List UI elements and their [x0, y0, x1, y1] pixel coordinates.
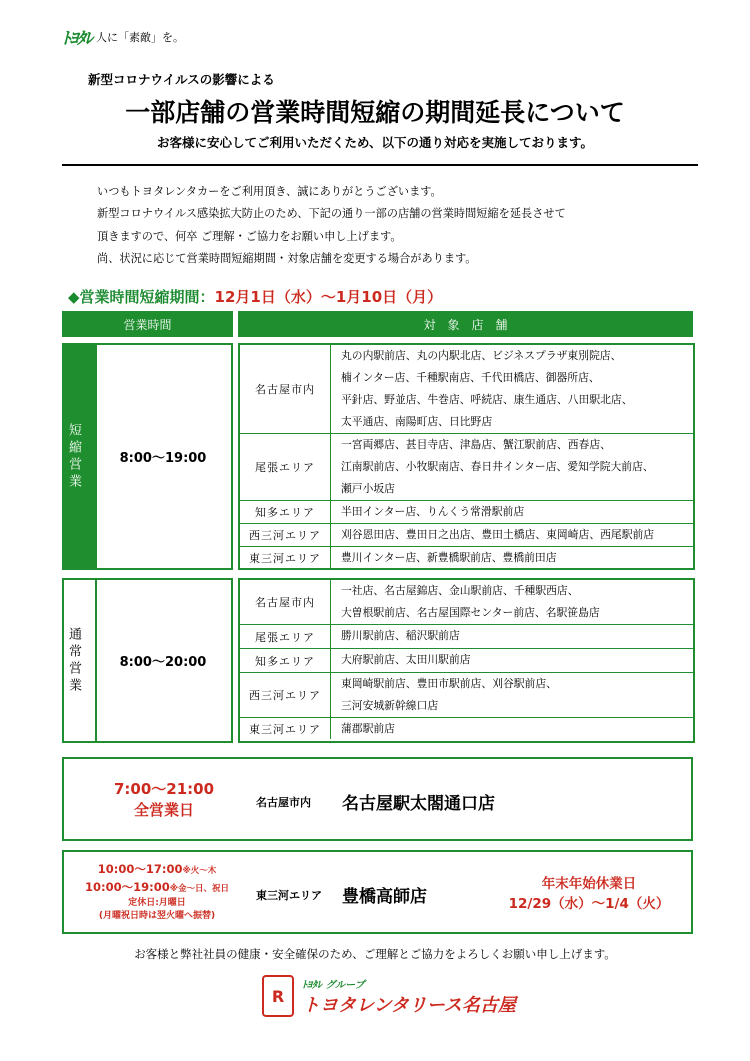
special1-hours-block	[64, 779, 264, 821]
special2-region: 東三河エリア	[256, 889, 322, 902]
normal-hours-cell	[95, 578, 233, 743]
intro-line: 新型コロナウイルス感染拡大防止のため、下記の通り一部の店舗の営業時間短縮を延長させて	[97, 207, 566, 221]
period-label: ◆営業時間短縮期間：	[68, 288, 215, 306]
special2-store: 豊橋高師店	[342, 887, 427, 907]
special2-line2	[64, 879, 250, 897]
store-line: 勝川駅前店、稲沢駅前店	[341, 629, 460, 642]
company-logo	[262, 975, 516, 1017]
store-line: 平針店、野並店、牛巻店、呼続店、康生通店、八田駅北店、	[341, 393, 633, 406]
region-label: 名古屋市内	[240, 345, 331, 433]
normal-table	[238, 578, 695, 743]
store-list	[331, 345, 633, 433]
period-value: 12月1日（水）～1月10日（月）	[214, 288, 443, 306]
shortened-table	[238, 343, 695, 570]
top-logo	[62, 24, 184, 49]
store-list	[331, 718, 395, 739]
normal-label: 通常営業	[66, 626, 81, 695]
store-line: 大曽根駅前店、名古屋国際センター前店、名駅笹島店	[341, 606, 600, 619]
special2-holiday	[494, 874, 684, 914]
special-box-2	[62, 850, 693, 934]
region-label: 東三河エリア	[240, 547, 331, 568]
shortened-label-cell	[62, 343, 97, 570]
store-line: 楠インター店、千種駅南店、千代田橋店、御器所店、	[341, 371, 600, 384]
holiday-value: 12/29（水）～1/4（火）	[508, 896, 670, 912]
store-line: 刈谷恩田店、豊田日之出店、豊田土橋店、東岡崎店、西尾駅前店	[341, 528, 655, 541]
store-list	[331, 580, 600, 624]
special2-line1-note: ※火～木	[182, 866, 217, 876]
brand-tagline: 人に「素敵」を。	[96, 30, 184, 44]
company-name: トヨタレンタリース名古屋	[302, 994, 516, 1016]
special1-hours: 7:00～21:00	[113, 780, 215, 798]
period-heading	[68, 286, 442, 307]
table-row	[240, 625, 693, 649]
table-row	[240, 501, 693, 524]
table-row	[240, 580, 693, 625]
store-line: 太平通店、南陽町店、日比野店	[341, 415, 493, 428]
region-label: 尾張エリア	[240, 434, 331, 500]
intro-text	[97, 181, 566, 270]
store-line: 東岡崎駅前店、豊田市駅前店、刈谷駅前店、	[341, 677, 557, 690]
region-label: 西三河エリア	[240, 524, 331, 546]
region-label: 尾張エリア	[240, 625, 331, 648]
store-list	[331, 649, 471, 672]
store-line: 豊川インター店、新豊橋駅前店、豊橋前田店	[341, 551, 557, 564]
special1-days: 全営業日	[133, 801, 194, 819]
group-label: ﾄﾖﾀﾚ グループ	[302, 979, 365, 991]
region-label: 知多エリア	[240, 649, 331, 672]
special2-hours-block	[64, 861, 250, 923]
special2-line2-time: 10:00～19:00	[85, 880, 170, 894]
lead-text: お客様に安心してご利用いただくため、以下の通り対応を実施しております。	[156, 135, 593, 150]
normal-label-cell	[62, 578, 97, 743]
store-line: 大府駅前店、太田川駅前店	[341, 653, 471, 666]
store-list	[331, 625, 460, 648]
table-row	[240, 434, 693, 501]
store-line: 一宮両郷店、甚目寺店、津島店、蟹江駅前店、西春店、	[341, 438, 611, 451]
store-line: 江南駅前店、小牧駅南店、春日井インター店、愛知学院大前店、	[341, 460, 654, 473]
store-list	[331, 501, 524, 523]
divider	[62, 164, 698, 166]
table-row	[240, 524, 693, 547]
table-row	[240, 345, 693, 434]
region-label: 西三河エリア	[240, 673, 331, 717]
special1-region: 名古屋市内	[256, 796, 311, 809]
intro-line: 尚、状況に応じて営業時間短縮期間・対象店舗を変更する場合があります。	[97, 251, 477, 265]
footer-text: お客様と弊社社員の健康・安全確保のため、ご理解とご協力をよろしくお願い申し上げます。	[134, 947, 616, 961]
special1-store: 名古屋駅太閤通口店	[342, 794, 495, 814]
table-row	[240, 547, 693, 568]
store-list	[331, 673, 557, 717]
store-line: 半田インター店、りんくう常滑駅前店	[341, 505, 525, 518]
store-line: 蒲郡駅前店	[341, 722, 395, 735]
intro-line: 頂きますので、何卒 ご理解・ご協力をお願い申し上げます。	[97, 229, 402, 243]
page-title: 一部店舗の営業時間短縮の期間延長について	[125, 98, 625, 127]
special2-closed: 定休日:月曜日	[128, 898, 186, 908]
region-label: 知多エリア	[240, 501, 331, 523]
store-list	[331, 524, 654, 546]
shortened-hours-cell	[95, 343, 233, 570]
header-hours: 営業時間	[62, 311, 233, 337]
special-box-1	[62, 757, 693, 841]
shortened-label: 短縮営業	[66, 422, 81, 491]
special2-line1-time: 10:00～17:00	[97, 862, 183, 876]
store-line: 瀬戸小坂店	[341, 482, 395, 495]
intro-line: いつもトヨタレンタカーをご利用頂き、誠にありがとうございます。	[97, 185, 442, 198]
header-stores: 対 象 店 舗	[238, 311, 693, 337]
store-list	[331, 547, 557, 568]
region-label: 東三河エリア	[240, 718, 331, 739]
normal-hours: 8:00～20:00	[119, 655, 207, 670]
table-row	[240, 673, 693, 718]
table-row	[240, 649, 693, 673]
toyota-rent-a-car-emblem-icon: R	[262, 975, 294, 1017]
store-line: 三河安城新幹線口店	[341, 699, 439, 712]
special2-closed-note: (月曜祝日時は翌火曜へ振替)	[98, 911, 216, 921]
special2-line1	[64, 861, 250, 879]
shortened-hours: 8:00～19:00	[119, 451, 207, 466]
store-list	[331, 434, 654, 500]
holiday-label: 年末年始休業日	[541, 876, 637, 892]
special2-line2-note: ※金～日、祝日	[169, 884, 229, 894]
subtitle: 新型コロナウイルスの影響による	[88, 72, 275, 87]
brand-mark: ﾄﾖﾀﾚ	[62, 29, 92, 49]
region-label: 名古屋市内	[240, 580, 331, 624]
table-row	[240, 718, 693, 739]
store-line: 丸の内駅前店、丸の内駅北店、ビジネスプラザ東別院店、	[341, 349, 622, 362]
store-line: 一社店、名古屋錦店、金山駅前店、千種駅西店、	[341, 584, 579, 597]
